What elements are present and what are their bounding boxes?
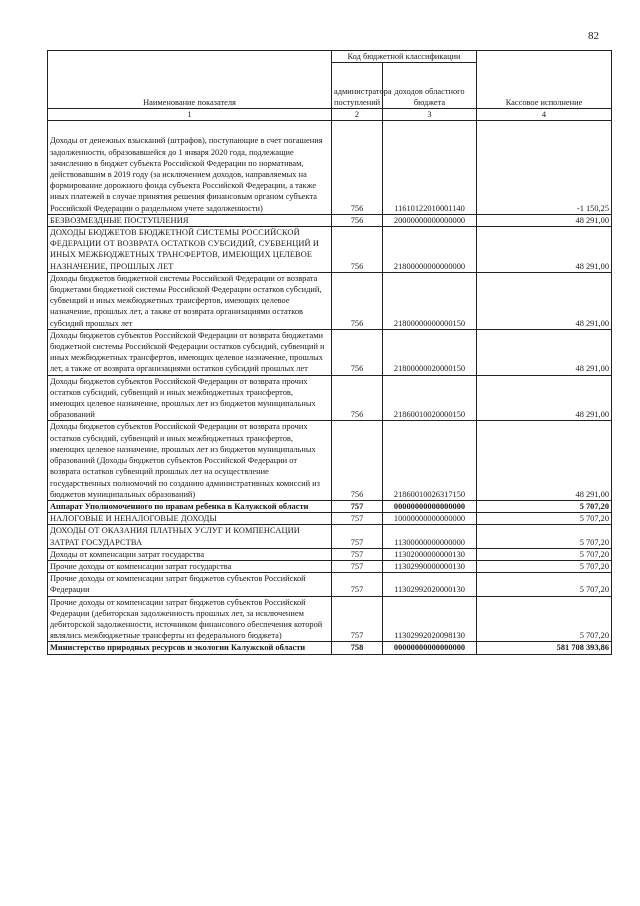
row-admin-code: 756	[332, 272, 383, 329]
row-admin-code: 756	[332, 121, 383, 214]
table-row	[48, 121, 612, 214]
header-revenue-administrator: администратора поступлений	[332, 63, 383, 109]
table-row	[48, 513, 612, 525]
row-amount: 48 291,00	[477, 421, 612, 500]
table-row	[48, 573, 612, 596]
header-classification-code: Код бюджетной классификации	[332, 51, 477, 63]
row-name: Доходы бюджетов субъектов Российской Федерации от возврата бюджетами бюджетной системы Российской Федерации остатков субсидий, субвенций и иных межбюджетных трансфертов, имеющих целевое назначение, прошлых лет, а также от возврата организациями остатков субсидий прошлых лет	[48, 329, 332, 375]
row-income-code: 11302000000000130	[383, 548, 477, 560]
row-admin-code: 757	[332, 500, 383, 512]
row-name: Доходы от компенсации затрат государства	[48, 548, 332, 560]
row-admin-code: 757	[332, 525, 383, 548]
header-cash-execution: Кассовое исполнение	[477, 51, 612, 109]
row-name: Аппарат Уполномоченного по правам ребенка в Калужской области	[48, 500, 332, 512]
row-income-code: 21800000020000150	[383, 329, 477, 375]
column-number-4: 4	[477, 109, 612, 121]
header-indicator-name: Наименование показателя	[48, 51, 332, 109]
row-income-code: 21800000000000000	[383, 227, 477, 273]
row-income-code: 20000000000000000	[383, 214, 477, 226]
row-amount: 581 708 393,86	[477, 642, 612, 654]
row-admin-code: 757	[332, 596, 383, 642]
row-amount: 5 707,20	[477, 525, 612, 548]
table-row	[48, 596, 612, 642]
row-income-code: 21800000000000150	[383, 272, 477, 329]
row-income-code: 11302990000000130	[383, 560, 477, 572]
row-amount: 5 707,20	[477, 513, 612, 525]
row-amount: 5 707,20	[477, 596, 612, 642]
column-number-3: 3	[383, 109, 477, 121]
row-amount: 5 707,20	[477, 548, 612, 560]
row-income-code: 11302992020000130	[383, 573, 477, 596]
row-name: ДОХОДЫ ОТ ОКАЗАНИЯ ПЛАТНЫХ УСЛУГ И КОМПЕНСАЦИИ ЗАТРАТ ГОСУДАРСТВА	[48, 525, 332, 548]
row-amount: 5 707,20	[477, 500, 612, 512]
row-admin-code: 756	[332, 214, 383, 226]
row-amount: -1 150,25	[477, 121, 612, 214]
row-admin-code: 756	[332, 375, 383, 421]
table-row	[48, 227, 612, 273]
row-name: Прочие доходы от компенсации затрат бюджетов субъектов Российской Федерации	[48, 573, 332, 596]
table-row	[48, 329, 612, 375]
row-name: Прочие доходы от компенсации затрат государства	[48, 560, 332, 572]
revenue-table	[47, 50, 612, 655]
row-amount: 48 291,00	[477, 227, 612, 273]
table-row	[48, 642, 612, 654]
row-name: Доходы бюджетов субъектов Российской Федерации от возврата прочих остатков субсидий, субвенций и иных межбюджетных трансфертов, имеющих целевое назначение, прошлых лет из бюджетов муниципальных образований	[48, 375, 332, 421]
row-admin-code: 757	[332, 513, 383, 525]
table-row	[48, 525, 612, 548]
row-income-code: 11300000000000000	[383, 525, 477, 548]
row-name: Прочие доходы от компенсации затрат бюджетов субъектов Российской Федерации (дебиторская задолженность прошлых лет, за исключением дебиторской задолженности, источником финансового обеспечения которой являлись межбюджетные трансферты из федерального бюджета)	[48, 596, 332, 642]
row-admin-code: 757	[332, 573, 383, 596]
row-name: БЕЗВОЗМЕЗДНЫЕ ПОСТУПЛЕНИЯ	[48, 214, 332, 226]
row-admin-code: 756	[332, 329, 383, 375]
table-row	[48, 214, 612, 226]
table-row	[48, 500, 612, 512]
row-admin-code: 758	[332, 642, 383, 654]
column-number-1: 1	[48, 109, 332, 121]
row-amount: 48 291,00	[477, 214, 612, 226]
row-income-code: 10000000000000000	[383, 513, 477, 525]
table-row	[48, 272, 612, 329]
row-name: Министерство природных ресурсов и экологии Калужской области	[48, 642, 332, 654]
row-amount: 48 291,00	[477, 375, 612, 421]
row-name: Доходы от денежных взысканий (штрафов), поступающие в счет погашения задолженности, образовавшейся до 1 января 2020 года, подлежащие зачислению в бюджет субъекта Российской Федерации по нормативам, действовавшим в 2019 году (за исключением доходов, направляемых на формирование дорожного фонда субъекта Российской Федерации, а также иных платежей в случае принятия решения финансовым органом субъекта Российской Федерации о раздельном учете задолженности)	[48, 121, 332, 214]
row-name: Доходы бюджетов бюджетной системы Российской Федерации от возврата бюджетами бюджетной системы Российской Федерации остатков субсидий, субвенций и иных межбюджетных трансфертов, имеющих целевое назначение, прошлых лет, а также от возврата организациями остатков субсидий прошлых лет	[48, 272, 332, 329]
row-amount: 48 291,00	[477, 329, 612, 375]
row-income-code: 11302992020098130	[383, 596, 477, 642]
table-row	[48, 548, 612, 560]
table-row	[48, 375, 612, 421]
row-income-code: 11610122010001140	[383, 121, 477, 214]
row-amount: 5 707,20	[477, 560, 612, 572]
row-income-code: 21860010026317150	[383, 421, 477, 500]
table-row	[48, 560, 612, 572]
row-admin-code: 757	[332, 548, 383, 560]
table-row	[48, 421, 612, 500]
row-income-code: 00000000000000000	[383, 500, 477, 512]
row-amount: 48 291,00	[477, 272, 612, 329]
row-admin-code: 757	[332, 560, 383, 572]
column-number-2: 2	[332, 109, 383, 121]
page-number: 82	[588, 30, 599, 42]
row-name: Доходы бюджетов субъектов Российской Федерации от возврата прочих остатков субсидий, субвенций и иных межбюджетных трансфертов, имеющих целевое назначение, прошлых лет из бюджетов муниципальных образований (Доходы бюджетов субъектов Российской Федерации от возврата остатков субвенций прошлых лет на осуществление государственных полномочий по созданию административных комиссий из бюджетов муниципальных образований)	[48, 421, 332, 500]
row-admin-code: 756	[332, 227, 383, 273]
row-income-code: 21860010020000150	[383, 375, 477, 421]
row-amount: 5 707,20	[477, 573, 612, 596]
row-name: НАЛОГОВЫЕ И НЕНАЛОГОВЫЕ ДОХОДЫ	[48, 513, 332, 525]
header-regional-budget-revenue: доходов областного бюджета	[383, 63, 477, 109]
row-income-code: 00000000000000000	[383, 642, 477, 654]
row-name: ДОХОДЫ БЮДЖЕТОВ БЮДЖЕТНОЙ СИСТЕМЫ РОССИЙСКОЙ ФЕДЕРАЦИИ ОТ ВОЗВРАТА ОСТАТКОВ СУБСИДИЙ, СУБВЕНЦИЙ И ИНЫХ МЕЖБЮДЖЕТНЫХ ТРАНСФЕРТОВ, ИМЕЮЩИХ ЦЕЛЕВОЕ НАЗНАЧЕНИЕ, ПРОШЛЫХ ЛЕТ	[48, 227, 332, 273]
row-admin-code: 756	[332, 421, 383, 500]
